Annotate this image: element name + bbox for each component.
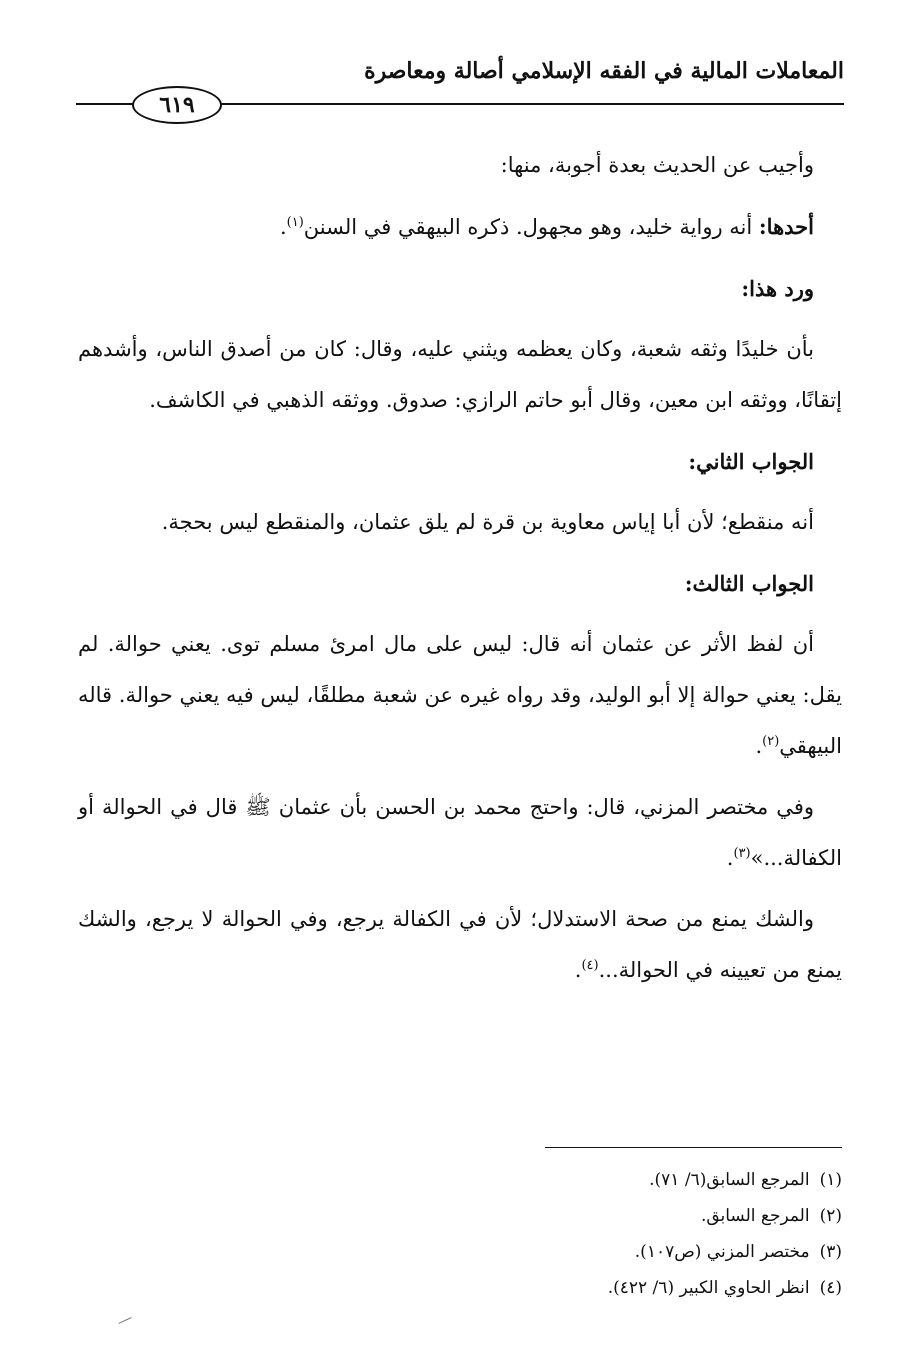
footnote-ref-3: (٣) <box>733 846 751 861</box>
heading-third-answer: الجواب الثالث: <box>684 571 814 596</box>
paragraph-intro: وأجيب عن الحديث بعدة أجوبة، منها: <box>500 153 814 177</box>
footnote-number: (١) <box>819 1170 842 1190</box>
paragraph-rebuttal: بأن خليدًا وثقه شعبة، وكان يعظمه ويثني عليه، وقال: كان من أصدق الناس، وأشدهم إتقانًا، ووثقه ابن معين، وقال أبو حاتم الرازي: صدوق. ووثقه الذهبي في الكاشف. <box>78 337 842 412</box>
footnote-text: المرجع السابق(٦/ ٧١). <box>649 1170 810 1190</box>
footnote-item <box>142 1234 842 1270</box>
third-answer-text: أن لفظ الأثر عن عثمان أنه قال: ليس على مال امرئ مسلم توى. يعني حوالة. لم يقل: يعني حوالة إلا أبو الوليد، وقد رواه غيره عن شعبة مطلقًا، ليس فيه يعني حوالة. قاله البيهقي <box>78 632 842 758</box>
footnote-item <box>142 1198 842 1234</box>
footnote-ref-1: (١) <box>286 215 304 230</box>
footnote-text: انظر الحاوي الكبير (٦/ ٤٢٢). <box>607 1278 810 1298</box>
heading-rebuttal: ورد هذا: <box>741 276 814 301</box>
paragraph-second-answer: أنه منقطع؛ لأن أبا إياس معاوية بن قرة لم يلق عثمان، والمنقطع ليس بحجة. <box>161 510 814 534</box>
footnote-number: (٢) <box>819 1206 842 1226</box>
footnote-separator <box>545 1147 842 1148</box>
footnote-text: مختصر المزني (ص١٠٧). <box>634 1242 810 1262</box>
third-answer-end: . <box>755 734 763 758</box>
footnote-ref-4: (٤) <box>581 958 599 973</box>
first-answer-end: . <box>279 215 287 239</box>
footnotes <box>142 1162 842 1306</box>
footnote-number: (٣) <box>819 1242 842 1262</box>
paragraph-third-answer <box>78 619 842 772</box>
doubt-text: والشك يمنع من صحة الاستدلال؛ لأن في الكفالة يرجع، وفي الحوالة لا يرجع، والشك يمنع من تعيينه في الحوالة... <box>78 907 842 982</box>
footnote-number: (٤) <box>819 1278 842 1298</box>
footnote-item <box>142 1162 842 1198</box>
heading-second-answer: الجواب الثاني: <box>688 449 814 474</box>
first-answer-label: أحدها: <box>758 214 814 239</box>
footnote-text: المرجع السابق. <box>700 1206 810 1226</box>
page-number-badge: ٦١٩ <box>132 86 222 124</box>
doubt-end: . <box>574 958 582 982</box>
scan-mark <box>118 1317 131 1324</box>
running-header-title: المعاملات المالية في الفقه الإسلامي أصالة ومعاصرة <box>364 58 844 84</box>
paragraph-doubt <box>78 894 842 996</box>
first-answer-text: أنه رواية خليد، وهو مجهول. ذكره البيهقي في السنن <box>303 215 759 239</box>
main-text <box>78 140 842 1006</box>
footnote-ref-2: (٢) <box>762 734 780 749</box>
muzani-end: . <box>726 846 734 870</box>
paragraph-first-answer <box>78 201 842 253</box>
muzani-text: وفي مختصر المزني، قال: واحتج محمد بن الحسن بأن عثمان ﷺ قال في الحوالة أو الكفالة...» <box>78 795 842 870</box>
paragraph-muzani <box>78 782 842 884</box>
footnote-item <box>142 1270 842 1306</box>
